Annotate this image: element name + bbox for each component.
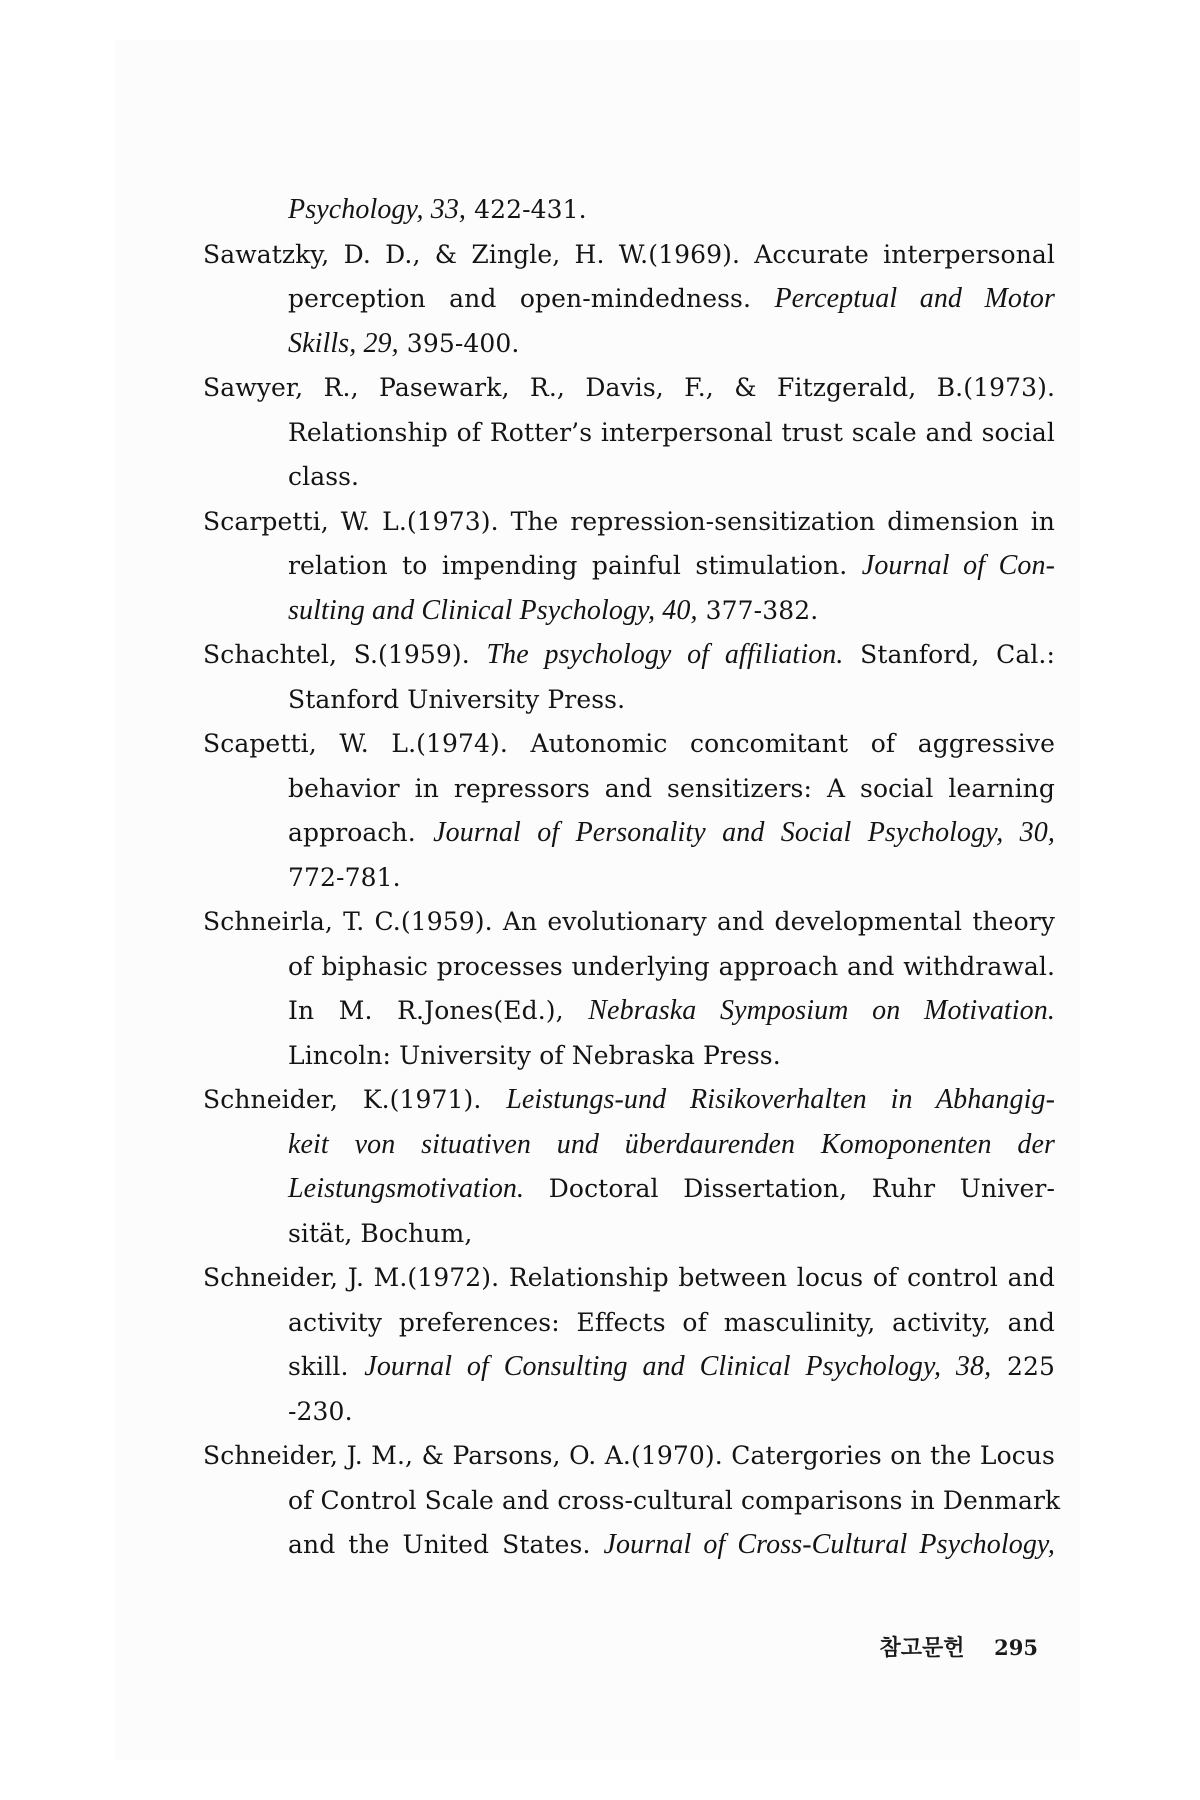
reference-entry-continuation-line [288, 767, 1055, 811]
reference-text: activity preferences: Effects of masculinity, activity, and [288, 1307, 1055, 1337]
page-number: 295 [994, 1635, 1038, 1660]
reference-entry-first-line [203, 1256, 1055, 1300]
reference-text: Scarpetti, W. L.(1973). The repression-sensitization dimension in [203, 506, 1055, 536]
reference-entry-continuation-line [288, 322, 1055, 366]
reference-entry-continuation-line [288, 1301, 1055, 1345]
reference-text: class. [288, 462, 360, 491]
italic-title-text: Leistungsmotivation. [288, 1173, 525, 1204]
reference-entry-first-line [203, 366, 1055, 410]
reference-text: Sawyer, R., Pasewark, R., Davis, F., & Fitzgerald, B.(1973). [203, 373, 1055, 402]
reference-text: of Control Scale and cross-cultural comparisons in Denmark [288, 1485, 1061, 1515]
reference-text: Relationship of Rotter’s interpersonal trust scale and social [288, 417, 1055, 447]
italic-title-text: The psychology of affiliation. [486, 639, 844, 670]
reference-entry-continuation-line [288, 1212, 1055, 1256]
reference-text: In M. R.Jones(Ed.), [288, 996, 589, 1025]
reference-text: Sawatzky, D. D., & Zingle, H. W.(1969). Accurate interpersonal [203, 239, 1055, 269]
reference-entry-continuation-line [288, 1345, 1055, 1389]
reference-text: of biphasic processes underlying approach and withdrawal. [288, 951, 1055, 981]
reference-entry-continuation-line [288, 589, 1055, 633]
reference-text: 377-382. [697, 595, 819, 625]
reference-text: perception and open-mindedness. [288, 284, 775, 313]
italic-title-text: Nebraska Symposium on Motivation. [588, 995, 1055, 1026]
italic-title-text: Journal of Personality and Social Psychology, 30, [433, 817, 1055, 848]
reference-entry-first-line [203, 233, 1055, 277]
reference-text: Stanford, Cal.: [843, 640, 1055, 669]
reference-text: relation to impending painful stimulation. [288, 551, 862, 580]
reference-entry-first-line [203, 1434, 1055, 1478]
reference-entry-first-line [203, 722, 1055, 766]
reference-text: skill. [288, 1352, 365, 1381]
reference-entry-continuation-line [288, 411, 1055, 455]
italic-title-text: Psychology, 33, [288, 194, 467, 225]
reference-entry-continuation-line [288, 455, 1055, 499]
reference-entry-continuation-line [288, 1390, 1055, 1434]
italic-title-text: Journal of Cross-Cultural Psychology, [603, 1529, 1055, 1560]
reference-entry-first-line [203, 900, 1055, 944]
italic-title-text: Skills, 29, [288, 327, 399, 359]
page-footer [879, 1628, 1038, 1669]
italic-title-text: Perceptual and Motor [774, 283, 1055, 314]
reference-text: and the United States. [288, 1530, 604, 1559]
italic-title-text: Journal of Consulting and Clinical Psychology, 38, [364, 1351, 992, 1382]
reference-text: -230. [288, 1396, 353, 1426]
reference-entry-continuation-line [288, 1123, 1055, 1167]
reference-text: Doctoral Dissertation, Ruhr Univer- [524, 1174, 1055, 1203]
reference-text: 225 [991, 1352, 1055, 1381]
italic-title-text: keit von situativen und überdaurenden Komoponenten der [288, 1128, 1055, 1160]
reference-entry-continuation-line [288, 188, 1055, 232]
reference-entry-continuation-line [288, 811, 1055, 855]
running-section-title: 참고문헌 [879, 1636, 965, 1661]
reference-entry-first-line [203, 633, 1055, 677]
reference-entry-continuation-line [288, 1167, 1055, 1211]
reference-text: Scapetti, W. L.(1974). Autonomic concomitant of aggressive [203, 729, 1055, 758]
reference-entry-first-line [203, 500, 1055, 544]
reference-text: Schneider, J. M., & Parsons, O. A.(1970). Catergories on the Locus [203, 1441, 1055, 1470]
reference-entry-continuation-line [288, 945, 1055, 989]
reference-entry-continuation-line [288, 856, 1055, 900]
reference-text: Schachtel, S.(1959). [203, 640, 487, 669]
reference-text: Lincoln: University of Nebraska Press. [288, 1040, 781, 1070]
reference-entry-continuation-line [288, 277, 1055, 321]
reference-text: behavior in repressors and sensitizers: A social learning [288, 773, 1055, 803]
reference-entry-continuation-line [288, 678, 1055, 722]
reference-text: 772-781. [288, 862, 401, 892]
italic-title-text: Leistungs-und Risikoverhalten in Abhangig- [506, 1084, 1056, 1115]
italic-title-text: Journal of Con- [861, 550, 1055, 581]
reference-entry-continuation-line [288, 1523, 1055, 1567]
reference-text: Schneider, J. M.(1972). Relationship between locus of control and [203, 1263, 1055, 1292]
reference-text: approach. [288, 818, 434, 847]
reference-text: 422-431. [466, 195, 587, 224]
reference-entry-continuation-line [288, 1034, 1055, 1078]
reference-entry-first-line [203, 1078, 1055, 1122]
italic-title-text: sulting and Clinical Psychology, 40, [288, 594, 698, 626]
reference-text: sität, Bochum, [288, 1218, 473, 1248]
reference-entry-continuation-line [288, 1479, 1061, 1523]
reference-entry-continuation-line [288, 989, 1055, 1033]
reference-entry-continuation-line [288, 544, 1055, 588]
reference-text: Stanford University Press. [288, 684, 626, 714]
reference-text: Schneirla, T. C.(1959). An evolutionary and developmental theory [203, 907, 1055, 936]
reference-text: Schneider, K.(1971). [203, 1085, 507, 1114]
reference-text: 395-400. [398, 328, 520, 358]
